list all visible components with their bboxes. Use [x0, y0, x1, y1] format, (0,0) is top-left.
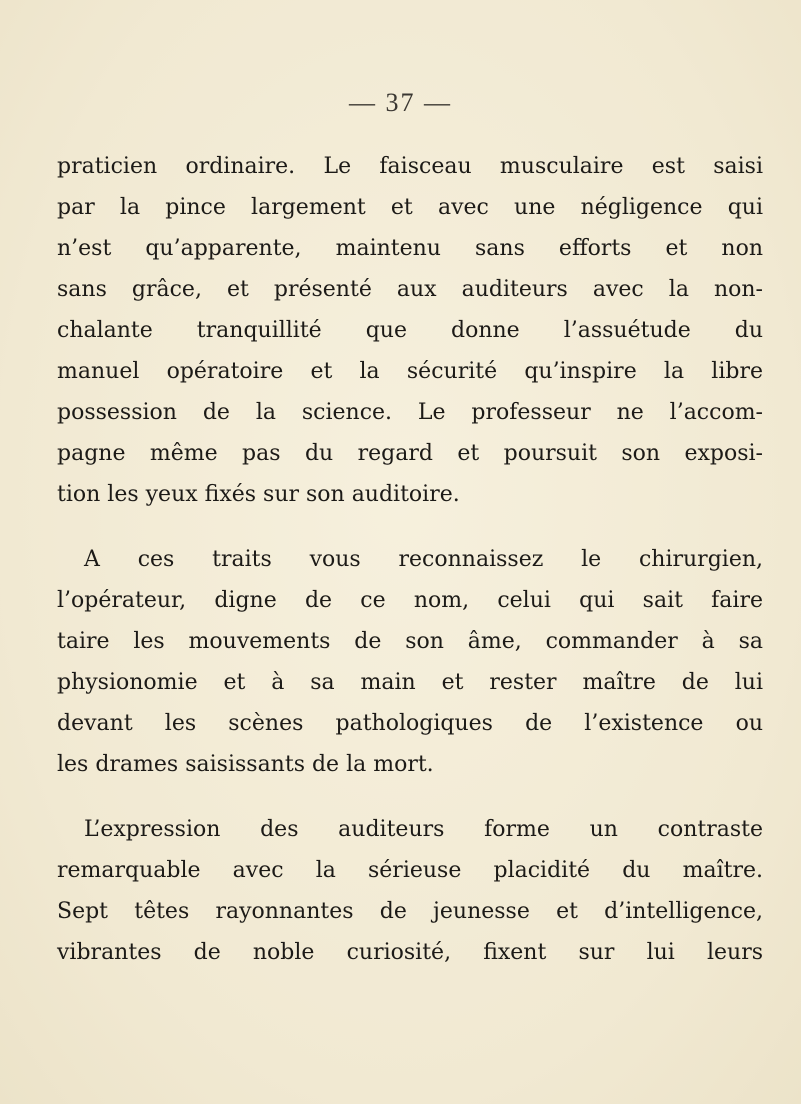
- text-line: par la pince largement et avec une négligence qui: [57, 195, 763, 220]
- text-line: remarquable avec la sérieuse placidité du maître.: [57, 858, 763, 883]
- text-line: sans grâce, et présenté aux auditeurs avec la non-: [57, 277, 763, 302]
- text-line: Sept têtes rayonnantes de jeunesse et d’intelligence,: [57, 899, 763, 924]
- paragraph-2: [57, 539, 763, 785]
- text-line: A ces traits vous reconnaissez le chirurgien,: [84, 547, 763, 572]
- text-line: manuel opératoire et la sécurité qu’inspire la libre: [57, 359, 763, 384]
- text-line: pagne même pas du regard et poursuit son exposi-: [57, 441, 763, 466]
- page-number: — 37 —: [349, 88, 452, 117]
- text-line: les drames saisissants de la mort.: [57, 752, 434, 777]
- text-line: L’expression des auditeurs forme un contraste: [84, 817, 763, 842]
- text-line: l’opérateur, digne de ce nom, celui qui sait faire: [57, 588, 763, 613]
- text-line: n’est qu’apparente, maintenu sans efforts et non: [57, 236, 763, 261]
- paragraph-3: [57, 809, 763, 973]
- text-line: devant les scènes pathologiques de l’existence ou: [57, 711, 763, 736]
- text-line: vibrantes de noble curiosité, fixent sur lui leurs: [57, 940, 763, 965]
- text-line: physionomie et à sa main et rester maître de lui: [57, 670, 763, 695]
- text-line: praticien ordinaire. Le faisceau musculaire est saisi: [57, 154, 763, 179]
- text-line: possession de la science. Le professeur ne l’accom-: [57, 400, 763, 425]
- text-line: chalante tranquillité que donne l’assuétude du: [57, 318, 763, 343]
- text-line: tion les yeux fixés sur son auditoire.: [57, 482, 460, 507]
- paragraph-1: [57, 146, 763, 515]
- text-line: taire les mouvements de son âme, commander à sa: [57, 629, 763, 654]
